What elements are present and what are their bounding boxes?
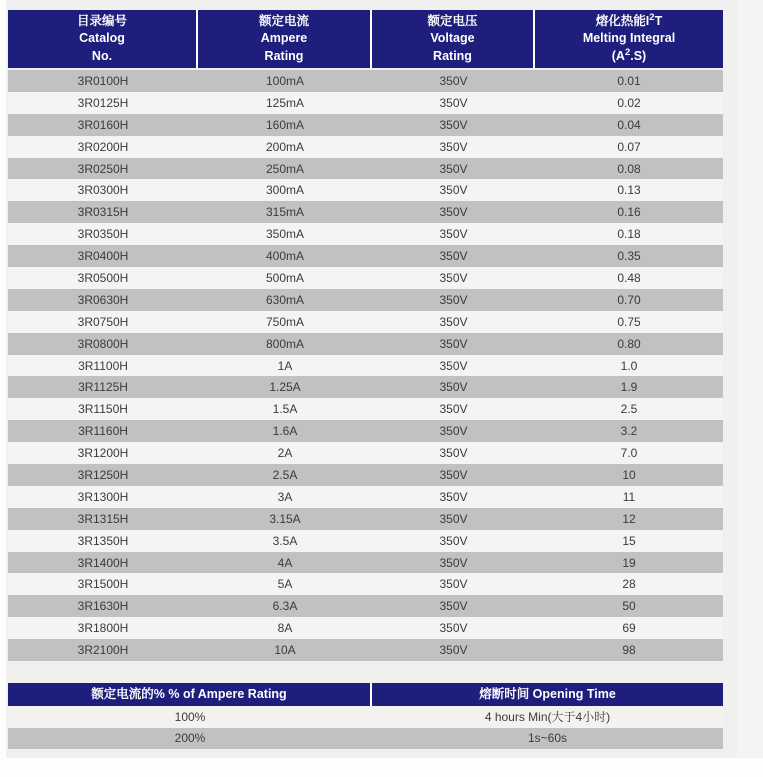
table-cell: 800mA (265, 336, 305, 351)
table-row (8, 508, 723, 530)
superscript: 2 (649, 11, 655, 23)
header-en-line2: Rating (264, 48, 304, 63)
table-row (8, 442, 723, 464)
table-cell: 1A (277, 358, 293, 373)
header-zh: 目录编号 (76, 13, 127, 28)
table-cell: 4A (277, 555, 293, 570)
table-cell: 0.02 (617, 95, 641, 110)
table-cell: 350V (439, 117, 468, 132)
table-cell: 3R0315H (77, 205, 129, 220)
table-cell: 300mA (265, 183, 305, 198)
table-cell: 350V (439, 358, 468, 373)
table-row (8, 245, 723, 267)
table-cell: 350V (439, 424, 468, 439)
table-cell: 0.04 (617, 117, 641, 132)
table-cell: 500mA (265, 270, 305, 285)
table-cell: 0.18 (617, 227, 641, 242)
superscript: 2 (624, 46, 631, 58)
table-cell: 350V (439, 446, 468, 461)
column-header-melting-integral (535, 10, 723, 68)
table-row (8, 595, 723, 617)
table-cell: 350V (439, 249, 468, 264)
header-zh-text: 熔化热能I (595, 13, 650, 28)
table-cell: 250mA (265, 161, 305, 176)
table-cell: 100% (174, 709, 206, 724)
table-cell: 19 (622, 555, 636, 570)
table-cell: 350V (439, 621, 468, 636)
table-cell: 1.25A (269, 380, 301, 395)
table-row (8, 464, 723, 486)
table-row (8, 639, 723, 661)
table-cell: 28 (622, 577, 636, 592)
header-en-line1: Melting Integral (582, 31, 676, 46)
column-header-catalog-no (8, 10, 198, 68)
table-cell: 1.9 (620, 380, 638, 395)
table-cell: 2A (277, 446, 293, 461)
table-row (8, 398, 723, 420)
table-cell: 315mA (265, 205, 305, 220)
table-cell: 0.75 (617, 314, 641, 329)
table-cell: 350V (439, 161, 468, 176)
table-row (8, 70, 723, 92)
table-cell: 350V (439, 511, 468, 526)
table-cell: 1.5A (272, 402, 298, 417)
table-cell: 3R1125H (78, 380, 128, 395)
table-cell: 98 (622, 643, 636, 658)
table-cell: 1.0 (620, 358, 638, 373)
header-en-line2: Rating (433, 48, 472, 63)
table-cell: 0.01 (617, 73, 641, 88)
fuse-spec-table (8, 10, 723, 661)
table-cell: 350V (439, 183, 468, 198)
table-cell: 0.08 (617, 161, 641, 176)
table-cell: 3R1250H (77, 467, 129, 482)
table-cell: 3R0100H (77, 73, 129, 88)
table-cell: 350V (439, 402, 468, 417)
table-cell: 3R1300H (77, 489, 129, 504)
opening-time-table (8, 683, 723, 749)
table-cell: 350V (439, 577, 468, 592)
table-cell: 10 (622, 467, 636, 482)
table-cell: 3R0200H (77, 139, 129, 154)
table-cell: 3R0800H (77, 336, 129, 351)
table-cell: 3R1630H (77, 599, 129, 614)
table-cell: 3R0500H (77, 270, 129, 285)
table-cell: 350V (439, 336, 468, 351)
table-cell: 15 (622, 533, 636, 548)
table-cell: 10A (274, 643, 296, 658)
table-cell: 6.3A (272, 599, 298, 614)
table-cell: 0.70 (617, 292, 641, 307)
column-header-percent-ampere-rating: 额定电流的% % of Ampere Rating (8, 683, 372, 706)
opening-time-table-body (8, 706, 723, 749)
table-cell: 3R1160H (78, 424, 128, 439)
table-cell: 0.16 (617, 205, 641, 220)
table-cell: 3R0630H (77, 292, 129, 307)
table-cell: 160mA (265, 117, 305, 132)
bottom-margin (0, 758, 763, 777)
table-row (8, 530, 723, 552)
table-cell: 400mA (265, 249, 305, 264)
table-row (8, 486, 723, 508)
table-row (8, 158, 723, 180)
table-cell: 0.48 (617, 270, 641, 285)
table-cell: 12 (622, 511, 636, 526)
table-cell: 200mA (265, 139, 305, 154)
table-cell: 350V (439, 380, 468, 395)
table-row (8, 179, 723, 201)
header-en-line1: Voltage (430, 31, 475, 46)
table-cell: 350V (439, 599, 468, 614)
column-header-opening-time: 熔断时间 Opening Time (479, 686, 616, 701)
spec-table-body (8, 70, 723, 661)
table-cell: 3R1800H (77, 621, 129, 636)
table-cell: 350V (439, 533, 468, 548)
table-cell: 3R1315H (77, 511, 129, 526)
table-cell: 3R1150H (78, 402, 128, 417)
table-cell: 350V (439, 314, 468, 329)
column-header-ampere-rating (198, 10, 372, 68)
table-cell: 0.13 (617, 183, 641, 198)
table-cell: 350V (439, 95, 468, 110)
table-row (8, 311, 723, 333)
table-cell: 350mA (265, 227, 305, 242)
header-unit (535, 48, 723, 66)
right-margin (737, 0, 763, 758)
table-cell: 350V (439, 205, 468, 220)
table-cell: 0.07 (617, 139, 641, 154)
table-row (8, 289, 723, 311)
table-cell: 630mA (265, 292, 305, 307)
column-header-voltage-rating (372, 10, 535, 68)
table-cell: 69 (622, 621, 636, 636)
table-cell: 100mA (265, 73, 305, 88)
opening-time-header-row (8, 683, 723, 706)
table-cell: 3R1400H (77, 555, 129, 570)
table-row (8, 333, 723, 355)
table-cell: 3R2100H (77, 643, 129, 658)
table-cell: 350V (439, 467, 468, 482)
table-cell: 3R1100H (78, 358, 128, 373)
table-row (8, 376, 723, 398)
table-cell: 2.5A (272, 467, 298, 482)
table-cell: 3R0750H (77, 314, 129, 329)
table-cell: 750mA (265, 314, 305, 329)
table-cell: 350V (439, 643, 468, 658)
table-cell: 350V (439, 270, 468, 285)
table-cell: 5A (277, 577, 293, 592)
table-cell: 1.6A (272, 424, 298, 439)
table-row (8, 267, 723, 289)
table-cell: 350V (439, 489, 468, 504)
table-cell: 0.35 (617, 249, 641, 264)
header-zh-text: T (654, 13, 663, 28)
table-cell: 3.15A (269, 511, 301, 526)
header-zh (535, 13, 723, 31)
table-row (8, 136, 723, 158)
table-cell: 50 (622, 599, 636, 614)
table-cell: 7.0 (620, 446, 638, 461)
unit-text: .S) (630, 48, 647, 63)
table-cell: 3R1350H (77, 533, 129, 548)
table-cell: 3R1500H (77, 577, 129, 592)
table-cell: 3R0125H (77, 95, 129, 110)
table-row (8, 552, 723, 574)
table-cell: 125mA (265, 95, 305, 110)
table-cell: 3.2 (620, 424, 638, 439)
table-cell: 350V (439, 555, 468, 570)
table-cell: 1s~60s (527, 731, 568, 746)
table-cell: 350V (439, 139, 468, 154)
table-row (8, 706, 723, 728)
table-cell: 3R0350H (77, 227, 129, 242)
table-cell: 3R0160H (77, 117, 129, 132)
header-en-line1: Catalog (79, 31, 125, 46)
table-row (8, 420, 723, 442)
table-row (8, 355, 723, 377)
table-cell: 3R0250H (77, 161, 129, 176)
header-en-line2: No. (91, 48, 113, 63)
spec-table-header-row (8, 10, 723, 70)
table-cell: 0.80 (617, 336, 641, 351)
table-row (8, 573, 723, 595)
table-cell: 350V (439, 73, 468, 88)
table-cell: 3.5A (272, 533, 298, 548)
table-cell: 350V (439, 227, 468, 242)
table-row (8, 617, 723, 639)
table-cell: 200% (174, 731, 206, 746)
table-cell: 3R1200H (77, 446, 129, 461)
table-cell: 2.5 (620, 402, 638, 417)
table-row (8, 223, 723, 245)
table-cell: 350V (439, 292, 468, 307)
header-en-line1: Ampere (260, 31, 308, 46)
unit-text: (A (611, 48, 625, 63)
table-cell: 8A (277, 621, 293, 636)
table-row (8, 92, 723, 114)
table-cell: 3R0300H (77, 183, 129, 198)
table-cell: 11 (622, 489, 636, 504)
table-cell: 3A (277, 489, 293, 504)
table-row (8, 201, 723, 223)
table-row (8, 114, 723, 136)
table-row (8, 728, 723, 750)
table-cell: 4 hours Min(大于4小时) (484, 710, 611, 725)
header-zh: 额定电流 (258, 13, 309, 28)
table-cell: 3R0400H (77, 249, 129, 264)
header-zh: 额定电压 (427, 13, 478, 28)
